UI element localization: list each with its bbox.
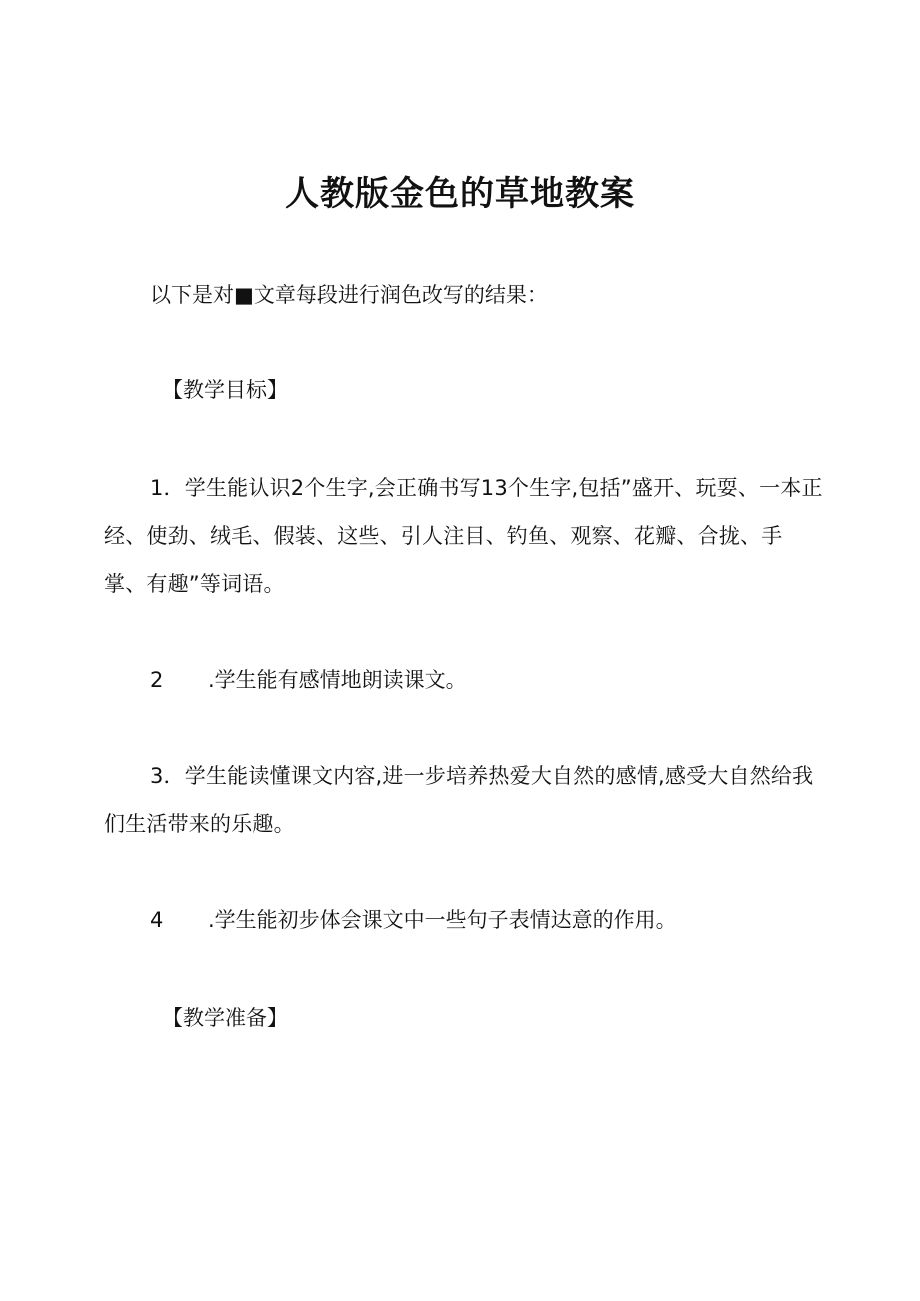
objective-item-2-text: .学生能有感情地朗读课文。 xyxy=(208,668,467,692)
section-heading-preparation: 【教学准备】 xyxy=(162,1006,288,1030)
objective-item-2-number: 2 xyxy=(150,668,164,692)
section-heading-objectives: 【教学目标】 xyxy=(162,378,288,402)
objective-item-2 xyxy=(150,656,467,704)
objective-item-1: 1．学生能认识2个生字,会正确书写13个生字,包括”盛开、玩耍、一本正经、使劲、绒毛、假装、这些、引人注目、钓鱼、观察、花瓣、合拢、手掌、有趣”等词语。 xyxy=(104,476,823,596)
objective-item-4 xyxy=(150,896,677,944)
intro-paragraph: 以下是对■文章每段进行润色改写的结果： xyxy=(150,283,548,307)
document-title: 人教版金色的草地教案 xyxy=(285,174,635,214)
objective-item-4-text: .学生能初步体会课文中一些句子表情达意的作用。 xyxy=(208,908,677,932)
objective-item-4-number: 4 xyxy=(150,908,164,932)
objective-item-3: 3．学生能读懂课文内容,进一步培养热爱大自然的感情,感受大自然给我们生活带来的乐趣。 xyxy=(104,764,814,836)
